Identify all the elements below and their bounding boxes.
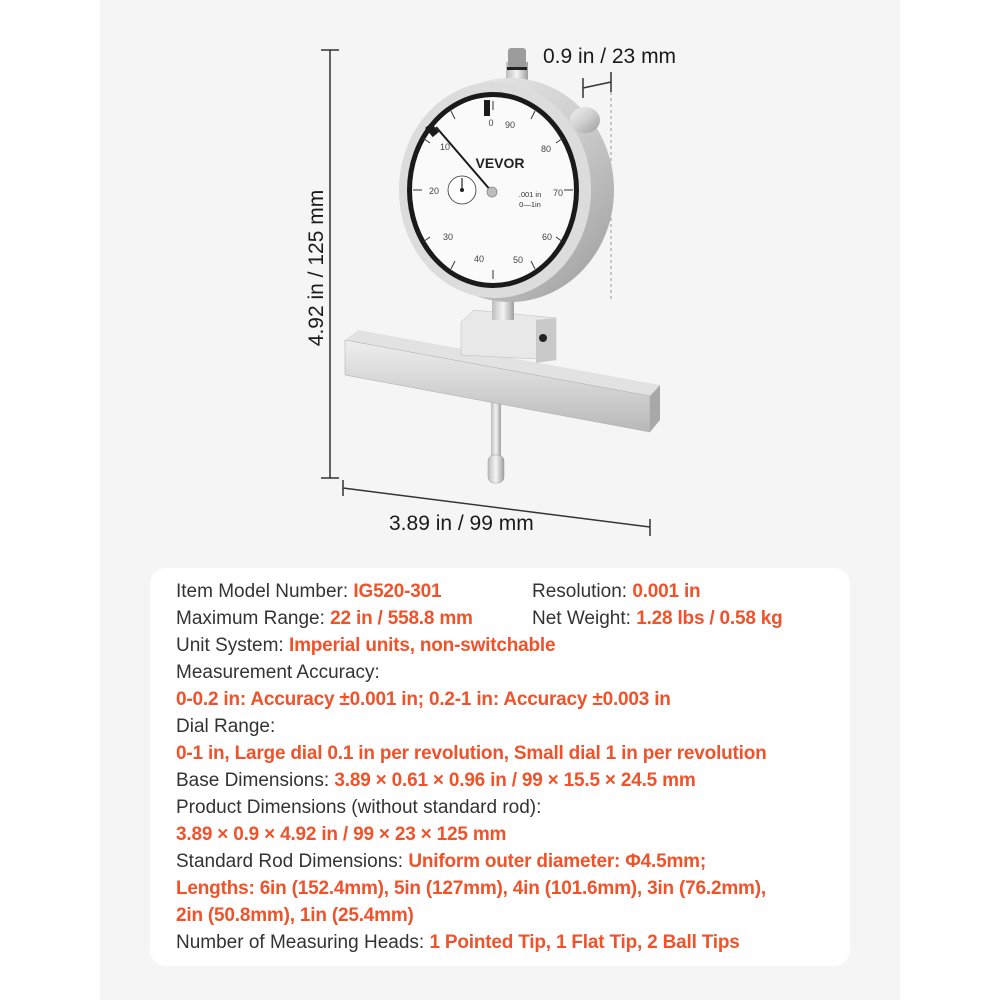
svg-text:10: 10 [439,142,451,152]
net-weight-label: Net Weight: [532,608,637,629]
spec-row-model-resolution [176,578,850,605]
spec-row-base-dims [176,767,850,794]
svg-text:80: 80 [540,144,552,154]
set-screw-hole [539,334,547,342]
spec-row-range-weight [176,605,850,632]
range-mark: 0—1in [519,200,541,209]
model-value: IG520-301 [353,581,442,602]
net-weight-value: 1.28 lbs / 0.58 kg [636,608,783,629]
heads-label: Number of Measuring Heads: [176,932,430,953]
rod-tip [488,455,504,483]
resolution-label: Resolution: [532,581,633,602]
base-dims-value: 3.89 × 0.61 × 0.96 in / 99 × 15.5 × 24.5 mm [334,770,696,791]
svg-text:0: 0 [488,118,494,128]
svg-text:90: 90 [504,120,516,130]
resolution-value: 0.001 in [632,581,701,602]
svg-text:20: 20 [428,186,440,196]
brand-logo: VEVOR [475,155,525,171]
rod-dims-label: Standard Rod Dimensions: [176,851,409,872]
product-dims-value: 3.89 × 0.9 × 4.92 in / 99 × 23 × 125 mm [176,824,507,845]
width-dimension-label: 3.89 in / 99 mm [389,512,534,535]
svg-text:50: 50 [512,255,524,265]
rod-dims-value-1: Uniform outer diameter: Φ4.5mm; [408,851,706,872]
depth-dimension-label: 0.9 in / 23 mm [543,45,677,68]
rod-dims-value-3: 2in (50.8mm), 1in (25.4mm) [176,905,414,926]
dial-range-value: 0-1 in, Large dial 0.1 in per revolution, Small dial 1 in per revolution [176,743,767,764]
max-range-label: Maximum Range: [176,608,331,629]
spec-card [150,568,850,966]
svg-text:60: 60 [541,232,553,242]
max-range-value: 22 in / 558.8 mm [330,608,473,629]
height-dimension-label: 4.92 in / 125 mm [305,189,328,347]
limit-knob [570,107,600,133]
resolution-mark: .001 in [518,190,542,199]
spec-row-heads [176,929,850,956]
model-label: Item Model Number: [176,581,354,602]
svg-text:30: 30 [442,232,454,242]
rod-dims-value-2: Lengths: 6in (152.4mm), 5in (127mm), 4in (101.6mm), 3in (76.2mm), [176,878,766,899]
base-dims-label: Base Dimensions: [176,770,335,791]
unit-system-value: Imperial units, non-switchable [288,635,556,656]
svg-text:70: 70 [552,188,564,198]
dial-range-label: Dial Range: [176,716,276,737]
accuracy-label: Measurement Accuracy: [176,662,380,683]
accuracy-value: 0-0.2 in: Accuracy ±0.001 in; 0.2-1 in: Accuracy ±0.003 in [176,689,671,710]
unit-system-label: Unit System: [176,635,289,656]
heads-value: 1 Pointed Tip, 1 Flat Tip, 2 Ball Tips [429,932,740,953]
spec-row-rod-dims [176,848,850,875]
svg-text:40: 40 [473,254,485,264]
spec-row-unit-system [176,632,850,659]
needle-hub [487,187,497,197]
product-dims-label: Product Dimensions (without standard rod): [176,797,542,818]
top-cap [508,48,526,68]
